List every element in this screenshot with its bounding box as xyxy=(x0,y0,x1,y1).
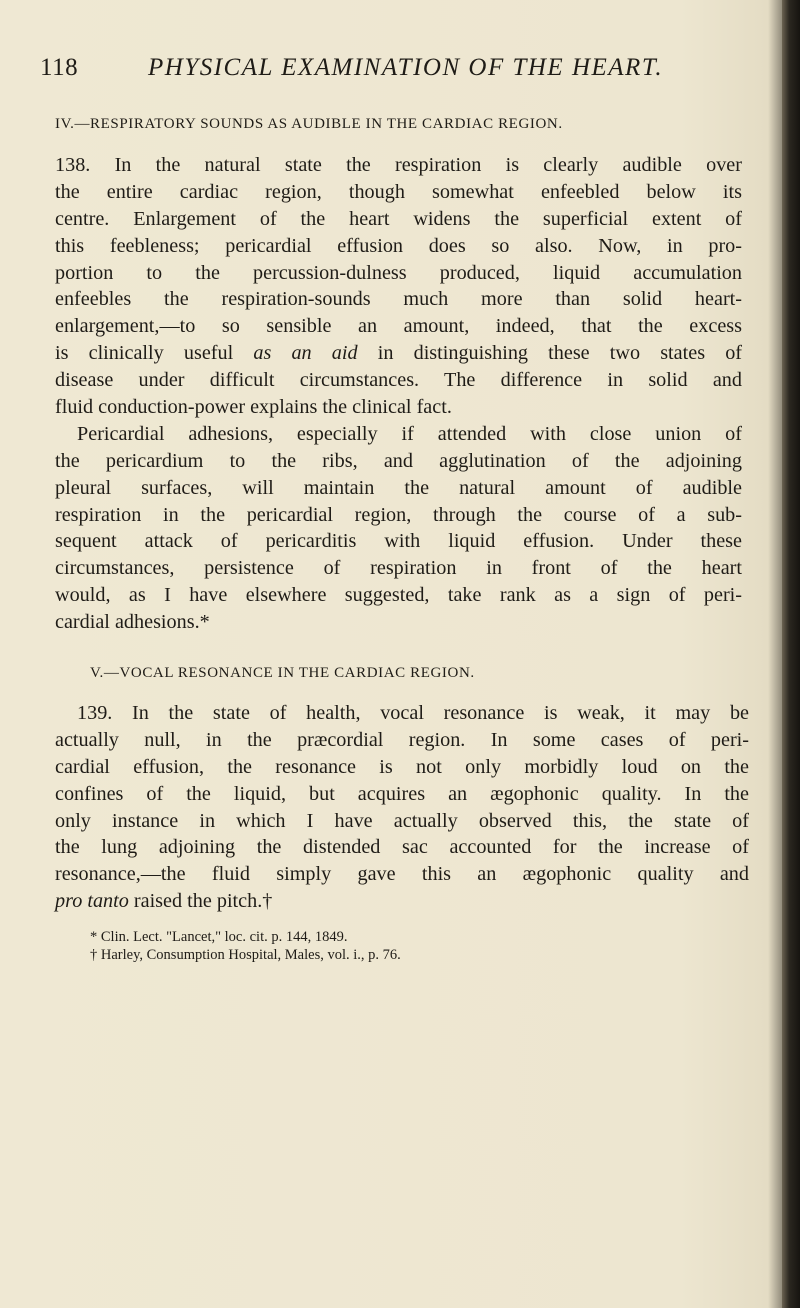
paragraph-138 xyxy=(55,152,742,636)
page-number: 118 xyxy=(40,54,79,81)
text-line: confines of the liquid, but acquires an ægophonic quality. In the xyxy=(55,782,749,805)
running-head-title: PHYSICAL EXAMINATION OF THE HEART. xyxy=(148,54,664,81)
text-line: actually null, in the præcordial region. In some cases of peri- xyxy=(55,728,749,751)
text-line: disease under difficult circumstances. The difference in solid and xyxy=(55,369,742,392)
italic-phrase: as an aid xyxy=(253,342,358,365)
text-line-mixed xyxy=(55,888,749,915)
text-line: respiration in the pericardial region, through the course of a sub- xyxy=(55,503,742,526)
running-head xyxy=(40,54,740,90)
text-line: circumstances, persistence of respiration in front of the heart xyxy=(55,557,742,580)
text-line: this feebleness; pericardial effusion does so also. Now, in pro- xyxy=(55,234,742,257)
text-line: enfeebles the respiration-sounds much more than solid heart- xyxy=(55,288,742,311)
footnotes xyxy=(90,928,401,964)
italic-phrase: pro tanto xyxy=(55,890,129,913)
text-line: resonance,—the fluid simply gave this an ægophonic quality and xyxy=(55,863,749,886)
text-line: enlargement,—to so sensible an amount, indeed, that the excess xyxy=(55,315,742,338)
text-line: cardial effusion, the resonance is not only morbidly loud on the xyxy=(55,755,749,778)
text-line: 138. In the natural state the respiration is clearly audible over xyxy=(55,154,742,176)
text-line: 139. In the state of health, vocal resonance is weak, it may be xyxy=(77,702,749,724)
text-line-mixed xyxy=(55,340,742,367)
section-heading-vocal-resonance: V.—VOCAL RESONANCE IN THE CARDIAC REGION. xyxy=(90,665,475,681)
text-line: the entire cardiac region, though somewhat enfeebled below its xyxy=(55,180,742,203)
text-line: sequent attack of pericarditis with liquid effusion. Under these xyxy=(55,530,742,553)
text-line: portion to the percussion-dulness produced, liquid accumulation xyxy=(55,261,742,284)
text-line: the pericardium to the ribs, and agglutination of the adjoining xyxy=(55,449,742,472)
footnote: * Clin. Lect. "Lancet," loc. cit. p. 144, 1849. xyxy=(90,929,348,945)
section-heading-respiratory-sounds: IV.—RESPIRATORY SOUNDS AS AUDIBLE IN THE CARDIAC REGION. xyxy=(55,116,563,132)
text-segment: is clinically useful xyxy=(55,342,234,365)
text-line: the lung adjoining the distended sac accounted for the increase of xyxy=(55,836,749,859)
text-line: pleural surfaces, will maintain the natural amount of audible xyxy=(55,476,742,499)
text-line: fluid conduction-power explains the clinical fact. xyxy=(55,396,452,419)
text-line: Pericardial adhesions, especially if attended with close union of xyxy=(77,422,742,445)
footnote: † Harley, Consumption Hospital, Males, vol. i., p. 76. xyxy=(90,947,401,963)
text-line: would, as I have elsewhere suggested, take rank as a sign of peri- xyxy=(55,584,742,607)
page-edge-shadow xyxy=(782,0,800,1308)
text-line: centre. Enlargement of the heart widens the superficial extent of xyxy=(55,207,742,230)
text-line: cardial adhesions.* xyxy=(55,611,210,634)
text-segment: in distinguishing these two states of xyxy=(377,342,743,365)
text-segment: raised the pitch.† xyxy=(133,890,273,913)
text-line: only instance in which I have actually observed this, the state of xyxy=(55,809,749,832)
paragraph-139 xyxy=(55,700,749,915)
